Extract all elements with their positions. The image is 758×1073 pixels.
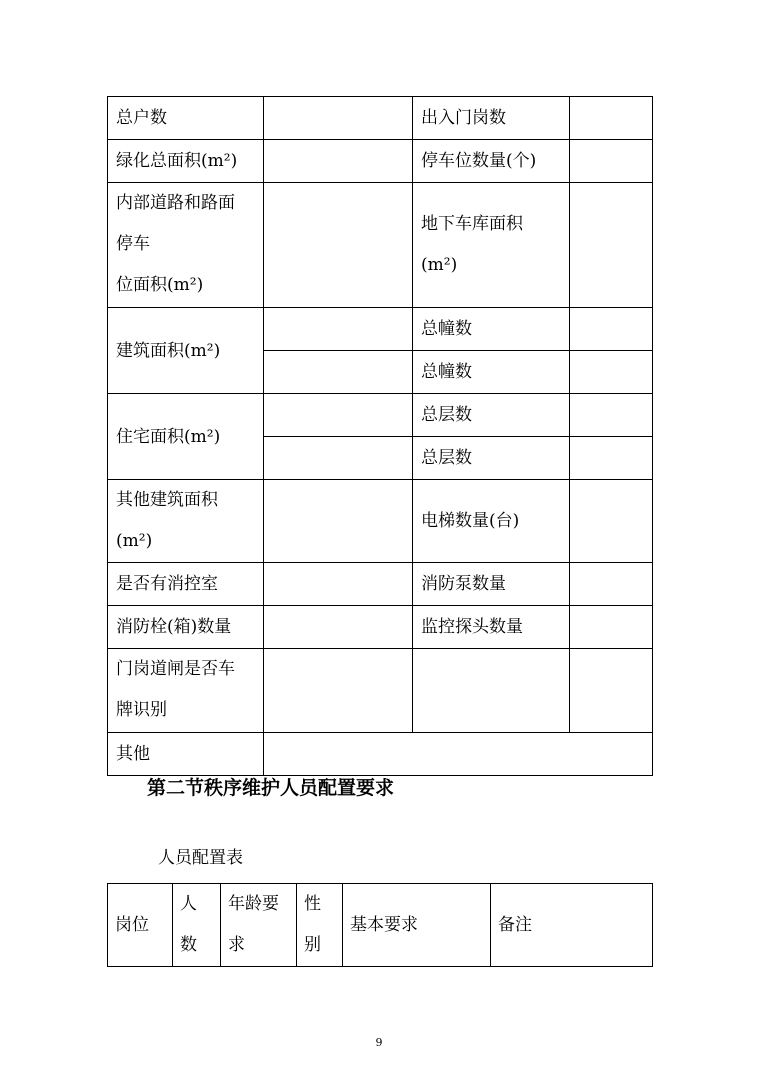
value-cell (570, 394, 653, 437)
label-total-buildings: 总幢数 (413, 308, 570, 351)
label-line: 停车 (116, 234, 150, 254)
value-cell (413, 649, 570, 733)
label-other: 其他 (108, 733, 264, 776)
label-hydrant-count: 消防栓(箱)数量 (108, 606, 264, 649)
label-line: 内部道路和路面 (116, 193, 235, 213)
header-position: 岗位 (108, 884, 173, 967)
value-cell (264, 437, 413, 480)
table-caption: 人员配置表 (158, 848, 243, 868)
label-fire-pump-count: 消防泵数量 (413, 563, 570, 606)
value-cell (570, 183, 653, 308)
value-cell (264, 480, 413, 563)
value-cell (264, 183, 413, 308)
label-other-building-area (108, 480, 264, 563)
label-residential-area: 住宅面积(m²) (108, 394, 264, 480)
label-gate-plate-recognition (108, 649, 264, 733)
facility-info-table (107, 96, 653, 776)
section-heading: 第二节秩序维护人员配置要求 (147, 777, 395, 799)
value-cell (264, 733, 653, 776)
value-cell (264, 606, 413, 649)
label-line: (m²) (116, 531, 153, 551)
label-total-floors: 总层数 (413, 394, 570, 437)
header-line: 求 (228, 935, 245, 955)
label-line: 牌识别 (116, 700, 167, 720)
label-building-area: 建筑面积(m²) (108, 308, 264, 394)
value-cell (570, 97, 653, 140)
label-parking-spaces: 停车位数量(个) (413, 140, 570, 183)
page-number: 9 (375, 1036, 383, 1049)
value-cell (570, 480, 653, 563)
label-entrance-gates: 出入门岗数 (413, 97, 570, 140)
value-cell (570, 351, 653, 394)
header-line: 性 (304, 894, 321, 914)
header-line: 人 (180, 894, 197, 914)
label-camera-count: 监控探头数量 (413, 606, 570, 649)
header-line: 别 (304, 935, 321, 955)
label-line: 位面积(m²) (116, 275, 204, 295)
label-elevator-count: 电梯数量(台) (413, 480, 570, 563)
header-line: 年龄要 (228, 894, 279, 914)
value-cell (264, 563, 413, 606)
header-headcount (173, 884, 221, 967)
label-line: 地下车库面积 (421, 214, 523, 234)
value-cell (570, 563, 653, 606)
value-cell (570, 437, 653, 480)
header-line: 数 (180, 935, 197, 955)
label-line: 其他建筑面积 (116, 490, 218, 510)
value-cell (264, 649, 413, 733)
value-cell (264, 140, 413, 183)
label-line: (m²) (421, 255, 458, 275)
value-cell (570, 649, 653, 733)
header-basic-requirements: 基本要求 (343, 884, 491, 967)
label-green-area: 绿化总面积(m²) (108, 140, 264, 183)
value-cell (264, 97, 413, 140)
label-road-parking-area (108, 183, 264, 308)
header-gender (297, 884, 343, 967)
value-cell (570, 606, 653, 649)
value-cell (264, 394, 413, 437)
value-cell (570, 140, 653, 183)
label-total-floors: 总层数 (413, 437, 570, 480)
label-line: 门岗道闸是否车 (116, 659, 235, 679)
label-total-buildings: 总幢数 (413, 351, 570, 394)
value-cell (570, 308, 653, 351)
value-cell (264, 351, 413, 394)
label-underground-garage-area (413, 183, 570, 308)
label-total-households: 总户数 (108, 97, 264, 140)
header-remarks: 备注 (491, 884, 653, 967)
header-age-requirement (221, 884, 297, 967)
staffing-table (107, 883, 653, 967)
value-cell (264, 308, 413, 351)
label-fire-control-room: 是否有消控室 (108, 563, 264, 606)
